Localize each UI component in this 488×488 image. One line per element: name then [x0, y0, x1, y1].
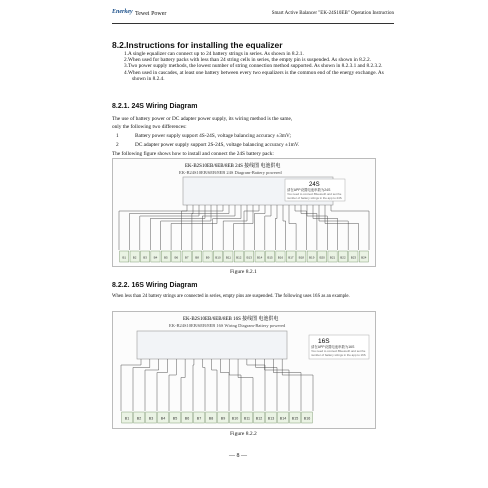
wiring-diagram-24s — [112, 158, 376, 267]
diagram-title-en: EK-B24S10EB/6EB/8EB 16S Wiring Diagram-Battery powered — [169, 323, 286, 328]
page-number: — 8 — — [229, 453, 247, 459]
wire — [133, 359, 150, 411]
app-note-en-1: You need to connect Bluetooth and set the — [287, 192, 342, 196]
battery-cell-label: B3 — [143, 255, 147, 260]
battery-cell-label: B7 — [196, 416, 202, 421]
wire — [265, 359, 289, 411]
battery-cell-label: B18 — [298, 255, 304, 260]
battery-cell-label: B7 — [184, 255, 189, 260]
wire — [282, 359, 313, 411]
battery-cell-label: B8 — [195, 255, 199, 260]
brand-name: Tewei Power — [135, 11, 167, 17]
battery-cell-label: B4 — [160, 416, 166, 421]
wire — [319, 205, 348, 250]
diagram-title-en: EK-B24S10EB/6EB/8EB 24S Diagram-Battery powered — [179, 170, 282, 175]
equalizer-board — [137, 331, 287, 359]
figure-caption-2: Figure 8.2.2 — [230, 431, 257, 437]
wire — [220, 359, 229, 411]
battery-cell-label: B13 — [267, 416, 275, 421]
wire — [295, 205, 307, 250]
wire — [307, 205, 327, 250]
bullet-text: DC adapter power supply support 2S-24S, voltage balancing accuracy ±1mV. — [135, 142, 300, 148]
app-note-en-1: You need to connect Bluetooth and set the — [311, 349, 366, 353]
wire — [171, 205, 217, 250]
instruction-list — [124, 51, 392, 82]
battery-cell-label: B5 — [164, 255, 168, 260]
wire — [234, 205, 253, 250]
instruction-item: 1.A single equalizer can connect up to 24 battery strings in series. As shown in 8.2.1. — [124, 51, 304, 57]
battery-cell-label: B9 — [205, 255, 210, 260]
battery-cell-label: B14 — [279, 416, 287, 421]
header-doc-title: Smart Active Balancer "EK-24S10EB" Operation Instruction — [271, 11, 394, 16]
wire — [247, 359, 265, 411]
wire — [256, 359, 277, 411]
bullet-text: Battery power supply support 4S-24S, voltage balancing accuracy ±3mV; — [135, 133, 291, 139]
battery-cell-label: B10 — [231, 416, 239, 421]
battery-cell-label: B14 — [256, 255, 263, 260]
wire — [161, 205, 211, 250]
wire — [301, 205, 317, 250]
app-note-cn: 请在APP设置电池串数为24S — [287, 188, 331, 192]
battery-cell-label: B12 — [255, 416, 263, 421]
battery-cell-label: B9 — [220, 416, 226, 421]
wiring-diagram-16s — [112, 311, 376, 429]
battery-cell-label: B16 — [277, 255, 284, 260]
instruction-item: 3.Two power supply methods, the lowest number of string connection method supported. As shown in 8.2.3.1 and 8.2.3.2. — [124, 63, 383, 70]
battery-cell-label: B19 — [309, 255, 315, 260]
wire — [181, 359, 185, 411]
instruction-item: 4.When used in cascades, at least one battery between every two equalizers is the common end of the energy exchange. As shown in 8.2.4. — [124, 69, 384, 82]
wire — [254, 205, 265, 250]
wire — [275, 205, 277, 250]
battery-cell-label: B4 — [153, 255, 158, 260]
figure-lead-in: The following figure shows how to install and connect the 24S battery pack: — [112, 151, 274, 157]
battery-cell-label: B1 — [122, 255, 127, 260]
battery-cell-label: B5 — [172, 416, 178, 421]
page-header — [112, 9, 394, 24]
wire — [192, 205, 229, 250]
wire — [244, 205, 259, 250]
battery-cell-row — [120, 251, 369, 262]
wire — [150, 205, 205, 250]
wire — [325, 205, 359, 250]
wiring-diagram-16s-graphic — [113, 312, 375, 428]
wiring-diagram-24s-graphic — [113, 159, 375, 266]
subsection-title-16s: 8.2.2. 16S Wiring Diagram — [112, 282, 198, 289]
subsection-title-24s: 8.2.1. 24S Wiring Diagram — [112, 103, 198, 110]
battery-cell-label: B6 — [184, 416, 190, 421]
wire — [121, 359, 141, 411]
wire — [289, 205, 296, 250]
battery-cell-label: B22 — [340, 255, 346, 260]
diagram-title-cn: EK-B2S10EB/6EB/8EB 16S 接线图 电池供电 — [183, 317, 279, 322]
instruction-item: 2.When used for battery packs with less than 24 string cells in series, the empty pin is suspended. As shown in 8.2.2. — [124, 57, 372, 64]
wire — [145, 359, 159, 411]
battery-cell-label: B2 — [136, 416, 142, 421]
wire — [129, 205, 193, 250]
wire-bundle — [119, 205, 369, 250]
string-count-badge: 24S — [309, 182, 320, 188]
battery-cell-label: B8 — [208, 416, 214, 421]
app-note-cn: 请在APP设置电池串数为16S — [311, 345, 355, 349]
wire-bundle — [121, 359, 313, 411]
bullet-number: 1 — [116, 133, 119, 139]
battery-cell-label: B15 — [267, 255, 273, 260]
wire — [283, 205, 286, 250]
app-note-en-2: number of battery strings in the app to 16S — [311, 353, 366, 357]
battery-cell-label: B2 — [132, 255, 137, 260]
wire — [169, 359, 176, 411]
battery-cell-label: B20 — [319, 255, 325, 260]
battery-cell-label: B3 — [148, 416, 154, 421]
battery-cell-label: B1 — [124, 416, 130, 421]
intro-line-2: only the following two differences: — [112, 124, 187, 130]
wire — [331, 205, 369, 250]
wire — [238, 359, 253, 411]
battery-cell-label: B11 — [225, 255, 231, 260]
wire — [265, 205, 271, 250]
wire — [212, 359, 217, 411]
bullet-number: 2 — [116, 142, 119, 148]
subsection-text: When less than 24 battery strings are connected in series, empty pins are suspended. The following uses 16S as an example. — [112, 294, 350, 299]
battery-cell-label: B15 — [291, 416, 299, 421]
battery-cell-label: B11 — [243, 416, 251, 421]
battery-cell-row — [122, 412, 313, 423]
wire — [203, 359, 205, 411]
wire — [202, 205, 235, 250]
wire — [140, 205, 199, 250]
diagram-title-cn: EK-B2S10EB/6EB/8EB 24S 接线图 电池供电 — [185, 164, 281, 169]
battery-cell-label: B10 — [215, 255, 221, 260]
battery-cell-label: B13 — [246, 255, 252, 260]
intro-line-1: The use of battery power or DC adapter power supply, its wiring method is the same, — [112, 116, 293, 122]
wire — [273, 359, 301, 411]
battery-cell-label: B12 — [236, 255, 242, 260]
battery-cell-label: B16 — [303, 416, 311, 421]
battery-cell-label: B23 — [350, 255, 357, 260]
wire — [229, 359, 241, 411]
battery-cell-label: B17 — [288, 255, 294, 260]
battery-cell-label: B24 — [361, 255, 367, 260]
string-count-badge: 16S — [318, 338, 330, 345]
battery-cell-label: B6 — [174, 255, 179, 260]
wire — [193, 359, 194, 411]
section-title: 8.2.Instructions for installing the equalizer — [112, 40, 283, 50]
app-note-en-2: number of battery strings in the app to 24S — [287, 196, 342, 200]
battery-cell-label: B21 — [329, 255, 336, 260]
company-logo: Enerkey — [112, 9, 133, 15]
figure-caption-1: Figure 8.2.1 — [230, 269, 257, 275]
